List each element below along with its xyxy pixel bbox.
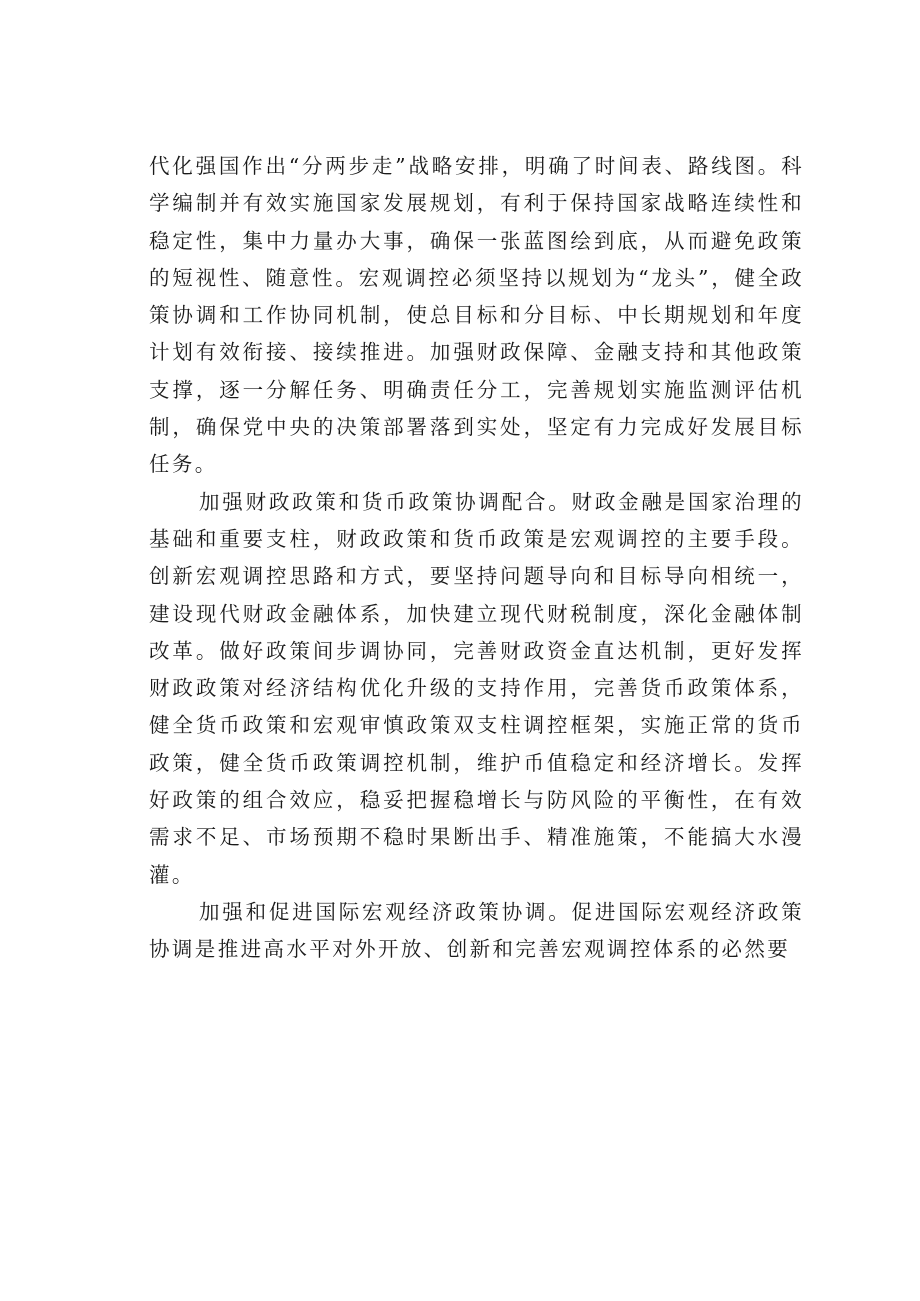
paragraph-2: 加强财政政策和货币政策协调配合。财政金融是国家治理的基础和重要支柱，财政政策和货币政策是宏观调控的主要手段。创新宏观调控思路和方式，要坚持问题导向和目标导向相统一，建设现代财政金融体系，加快建立现代财税制度，深化金融体制改革。做好政策间步调协同，完善财政资金直达机制，更好发挥财政政策对经济结构优化升级的支持作用，完善货币政策体系，健全货币政策和宏观审慎政策双支柱调控框架，实施正常的货币政策，健全货币政策调控机制，维护币值稳定和经济增长。发挥好政策的组合效应，稳妥把握稳增长与防风险的平衡性，在有效需求不足、市场预期不稳时果断出手、精准施策，不能搞大水漫灌。 [149,489,804,887]
document-body [149,148,804,969]
paragraph-1: 代化强国作出“分两步走”战略安排，明确了时间表、路线图。科学编制并有效实施国家发展规划，有利于保持国家战略连续性和稳定性，集中力量办大事，确保一张蓝图绘到底，从而避免政策的短视性、随意性。宏观调控必须坚持以规划为“龙头”，健全政策协调和工作协同机制，使总目标和分目标、中长期规划和年度计划有效衔接、接续推进。加强财政保障、金融支持和其他政策支撑，逐一分解任务、明确责任分工，完善规划实施监测评估机制，确保党中央的决策部署落到实处，坚定有力完成好发展目标任务。 [149,154,804,477]
paragraph-3: 加强和促进国际宏观经济政策协调。促进国际宏观经济政策协调是推进高水平对外开放、创新和完善宏观调控体系的必然要 [149,899,804,962]
